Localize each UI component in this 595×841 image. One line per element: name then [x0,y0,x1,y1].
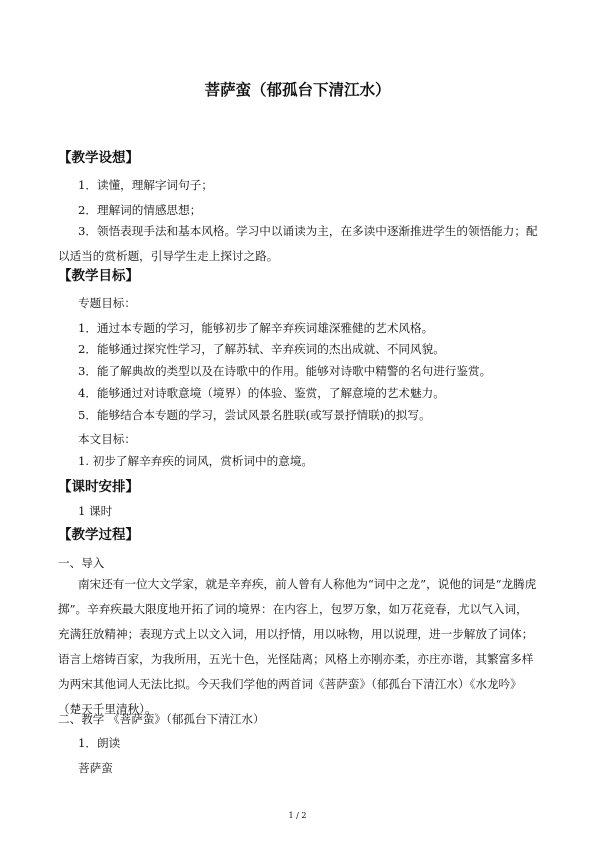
text-goals-label: 本文目标： [78,432,136,446]
design-item-3: 3．领悟表现手法和基本风格。学习中以诵读为主，在多读中逐渐推进学生的领悟能力；配以适当的赏析题，引导学生走上探讨之路。 [58,224,538,263]
page-number: 1 / 2 [288,811,307,820]
schedule-value: 1 课时 [78,504,113,518]
section-heading-goals: 【教学目标】 [58,268,139,284]
section-heading-design: 【教学设想】 [58,150,139,166]
text-goal-1: 1. 初步了解辛弃疾的词风，赏析词中的意境。 [78,454,314,468]
design-item-2: 2．理解词的情感思想； [78,203,202,217]
poem-title: 菩萨蛮 [78,761,113,775]
topic-goals-label: 专题目标： [78,296,136,310]
section-heading-schedule: 【课时安排】 [58,479,139,495]
teach-label: 二、教学 《菩萨蛮》（郁孤台下清江水） [58,712,265,726]
topic-goal-1: 1．通过本专题的学习，能够初步了解辛弃疾词雄深雅健的艺术风格。 [78,321,434,335]
topic-goal-4: 4．能够通过对诗歌意境（境界）的体验、鉴赏，了解意境的艺术魅力。 [78,386,445,400]
document-title: 菩萨蛮（郁孤台下清江水） [204,81,391,99]
intro-label: 一、导入 [58,556,105,570]
section-heading-process: 【教学过程】 [58,527,139,543]
topic-goal-5: 5．能够结合本专题的学习，尝试风景名胜联(或写景抒情联)的拟写。 [78,408,431,422]
topic-goal-3: 3．能了解典故的类型以及在诗歌中的作用。能够对诗歌中精警的名句进行鉴赏。 [78,364,492,378]
read-label: 1．朗读 [78,736,121,750]
topic-goal-2: 2．能够通过探究性学习，了解苏轼、辛弃疾词的杰出成就、不同风貌。 [78,342,445,356]
intro-paragraph: 南宋还有一位大文学家，就是辛弃疾，前人曾有人称他为“词中之龙”，说他的词是“龙腾虎掷”。辛弃疾最大限度地开拓了词的境界：在内容上，包罗万象，如万花竞春，尤以气入词，充满狂放精神；表现方式上以文入词，用以抒情，用以咏物，用以说理，进一步解放了词体；语言上熔铸百家，为我所用，五光十色，光怪陆离；风格上亦刚亦柔，亦庄亦谐，其繁富多样为两宋其他词人无法比拟。今天我们学他的两首词《菩萨蛮》（郁孤台下清江水）《水龙吟》（楚天千里清秋）。 [58,577,537,716]
design-item-1: 1．读懂，理解字词句子； [78,178,213,192]
